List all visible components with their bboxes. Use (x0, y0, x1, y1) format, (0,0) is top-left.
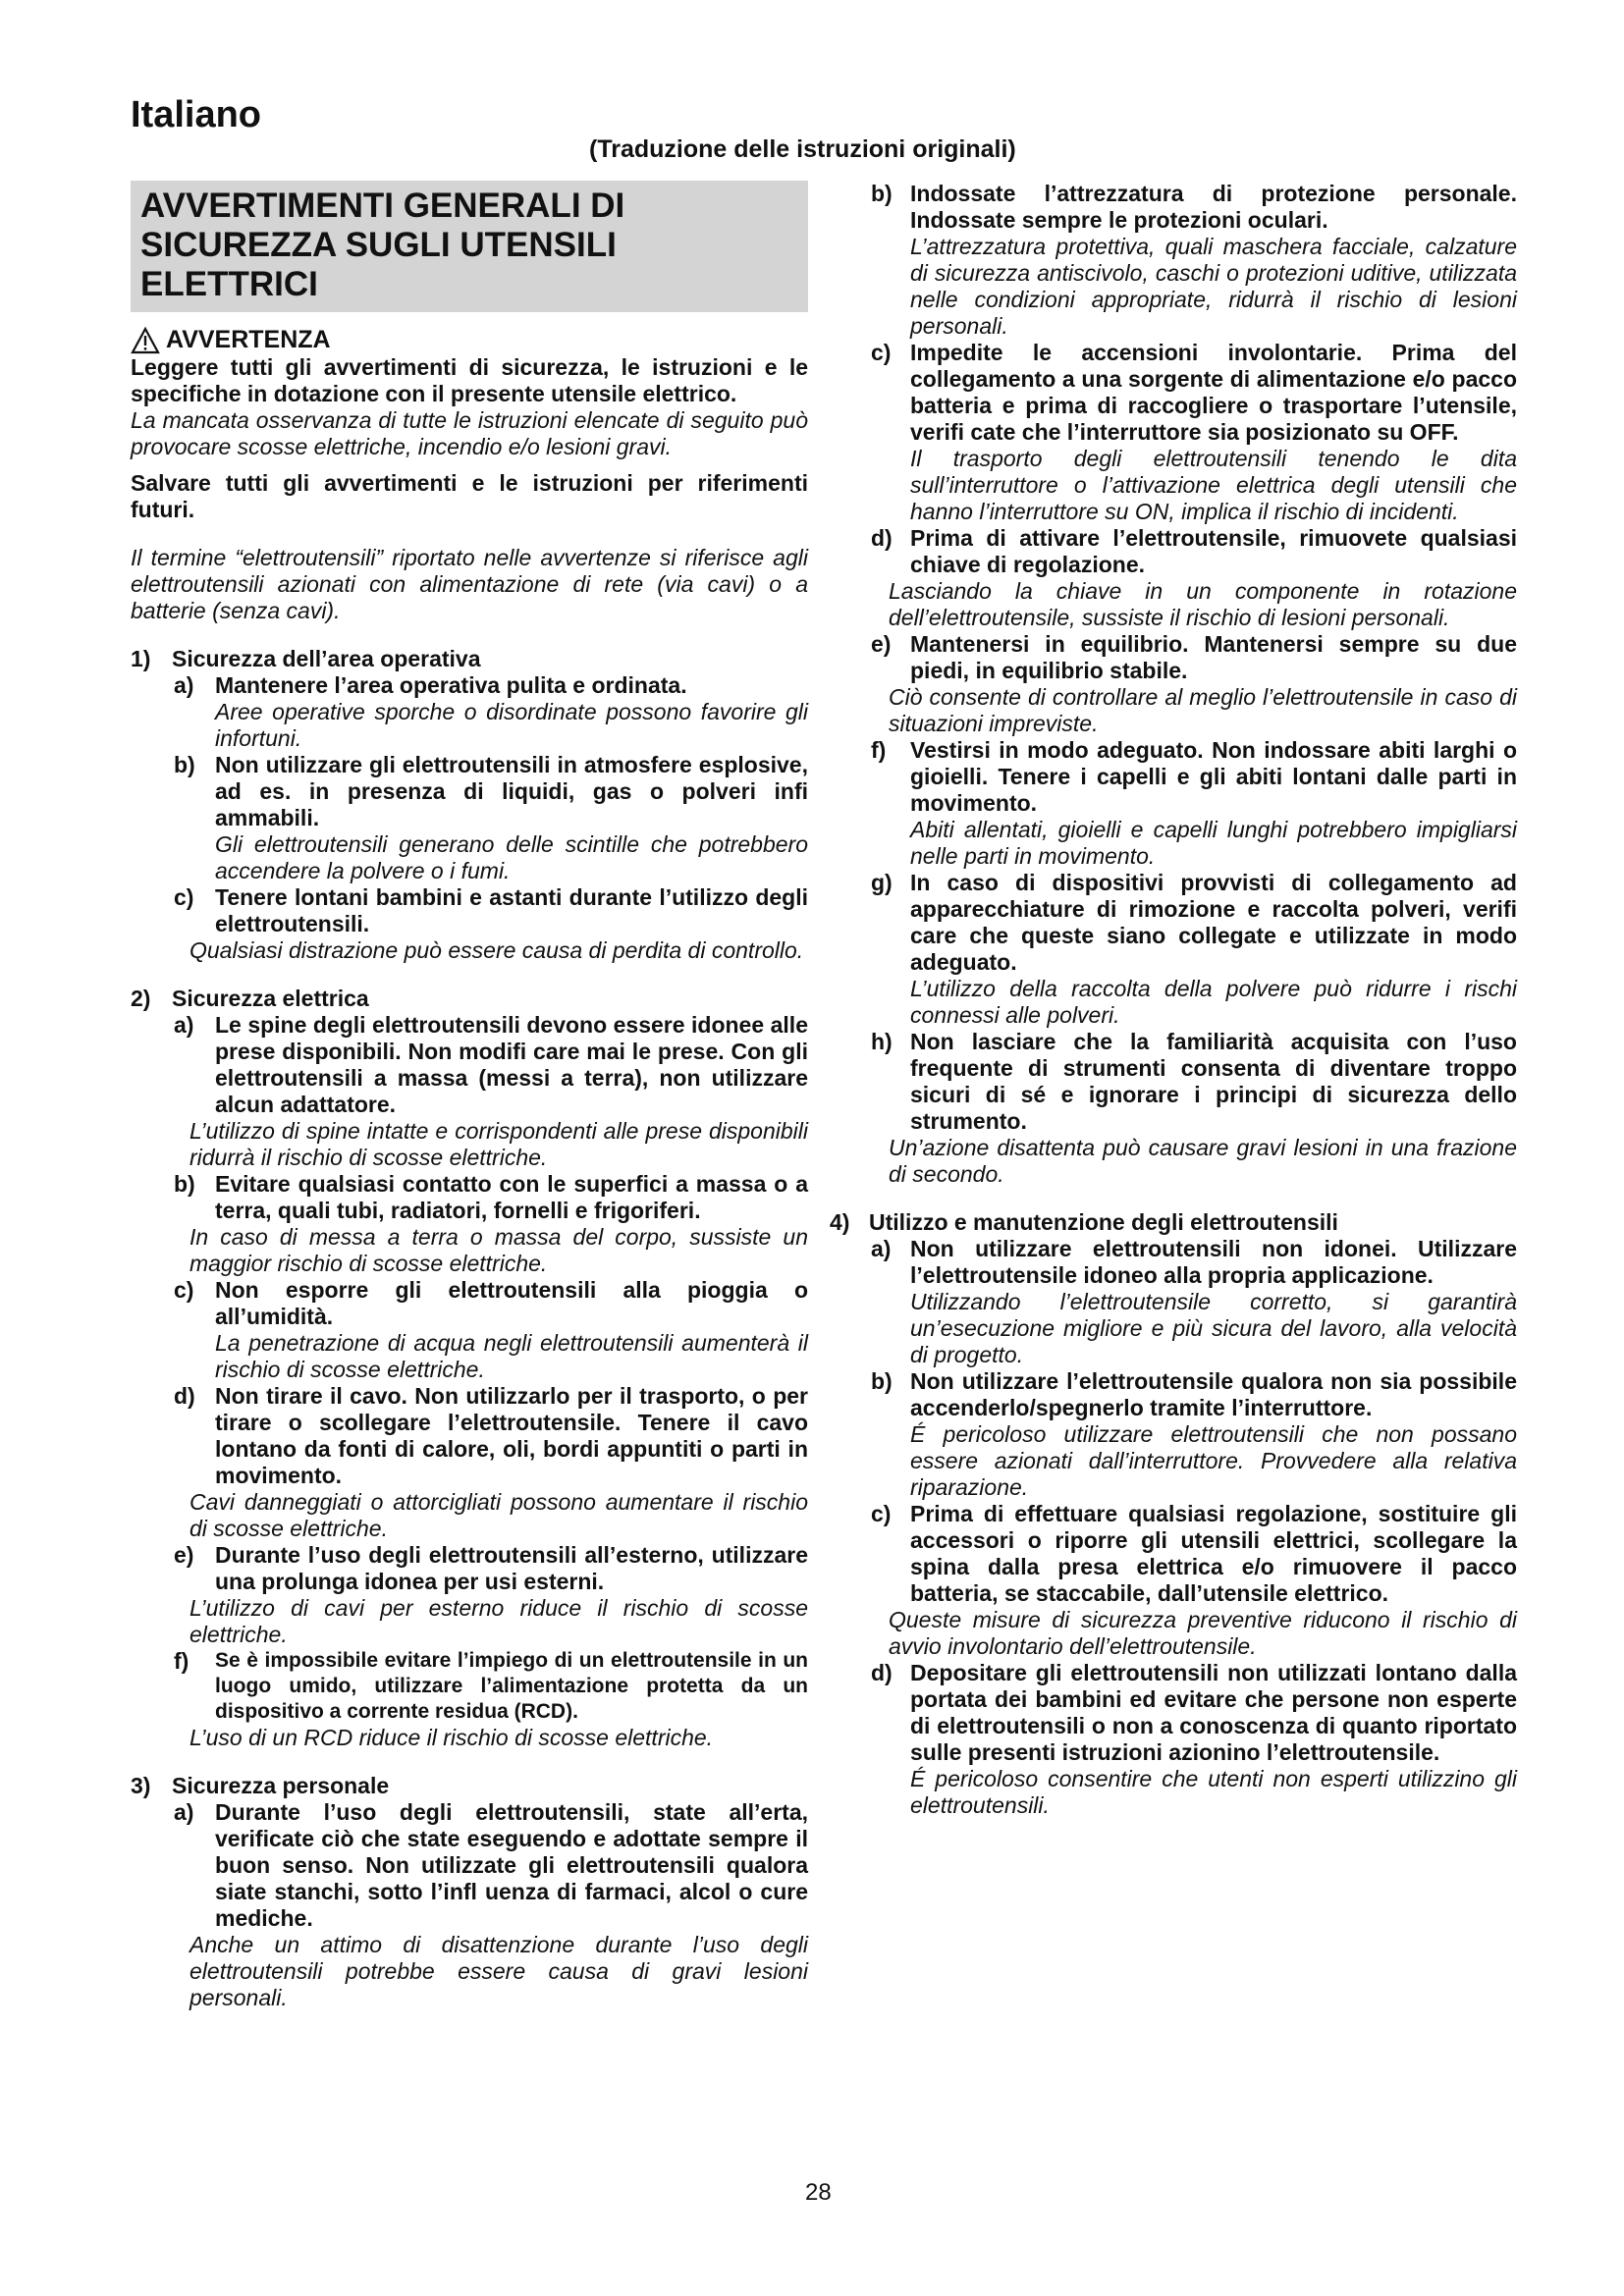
item-italic: Un’azione disattenta può causare gravi lesioni in una frazione di secondo. (889, 1135, 1517, 1187)
item-letter: c) (871, 1501, 892, 1526)
section-title: Sicurezza dell’area operativa (172, 646, 481, 671)
item-letter: g) (871, 870, 893, 895)
item-italic: Abiti allentati, gioielli e capelli lunghi potrebbero impigliarsi nelle parti in movimento. (910, 817, 1517, 869)
item-italic: Lasciando la chiave in un componente in rotazione dell’elettroutensile, sussiste il rischio di lesioni personali. (889, 578, 1517, 630)
section-3 (131, 1773, 808, 2011)
item-letter: c) (174, 1277, 194, 1303)
item-letter: b) (871, 181, 893, 206)
item-bold: Durante l’uso degli elettroutensili, state all’erta, verificate ciò che state eseguendo e adottate sempre il buon senso. Non utilizzate gli elettroutensili qualora siate stanchi, sotto l’infl uenza di farmaci, alcol o cure mediche. (215, 1799, 808, 1931)
item-italic: Utilizzando l’elettroutensile corretto, si garantirà un’esecuzione migliore e più sicura del lavoro, alla velocità di progetto. (910, 1289, 1517, 1367)
section-2 (131, 986, 808, 1751)
section-number: 4) (830, 1209, 850, 1235)
right-column (830, 181, 1517, 1819)
item-italic: Il trasporto degli elettroutensili tenendo le dita sull’interruttore o l’attivazione elettrica degli utensili che hanno l’interruttore su ON, implica il rischio di incidenti. (910, 446, 1517, 524)
section-number: 1) (131, 646, 151, 671)
item-bold: Mantenersi in equilibrio. Mantenersi sempre su due piedi, in equilibrio stabile. (910, 631, 1517, 683)
item-bold: Prima di attivare l’elettroutensile, rimuovete qualsiasi chiave di regolazione. (910, 525, 1517, 577)
item-letter: f) (871, 737, 887, 763)
item-bold: Non utilizzare elettroutensili non idonei. Utilizzare l’elettroutensile idoneo alla propria applicazione. (910, 1236, 1517, 1288)
item-letter: a) (871, 1236, 892, 1261)
item-italic: L’utilizzo della raccolta della polvere può ridurre i rischi connessi alle polveri. (910, 976, 1517, 1028)
item-bold: Depositare gli elettroutensili non utilizzati lontano dalla portata dei bambini ed evitare che persone non esperte di elettroutensili o non a conoscenza di quanto riportato sulle presenti istruzioni azionino l’elettroutensile. (910, 1660, 1517, 1765)
item-letter: b) (174, 752, 195, 777)
item-bold: Evitare qualsiasi contatto con le superfici a massa o a terra, quali tubi, radiatori, fornelli e frigoriferi. (215, 1171, 808, 1223)
item-italic: L’utilizzo di spine intatte e corrispondenti alle prese disponibili ridurrà il rischio di scosse elettriche. (189, 1118, 808, 1170)
item-bold: In caso di dispositivi provvisti di collegamento ad apparecchiature di rimozione e raccolta polveri, verifi care che queste siano collegate e utilizzate in modo adeguato. (910, 870, 1517, 975)
warning-term: Il termine “elettroutensili” riportato nelle avvertenze si riferisce agli elettroutensili azionati con alimentazione di rete (via cavi) o a batterie (senza cavi). (131, 545, 808, 623)
warning-bold: Leggere tutti gli avvertimenti di sicurezza, le istruzioni e le specifiche in dotazione con il presente utensile elettrico. (131, 354, 808, 406)
item-bold: Mantenere l’area operativa pulita e ordinata. (215, 672, 687, 698)
item-bold: Se è impossibile evitare l’impiego di un elettroutensile in un luogo umido, utilizzare l’alimentazione protetta da un dispositivo a corrente residua (RCD). (215, 1649, 808, 1723)
item-bold: Tenere lontani bambini e astanti durante l’utilizzo degli elettroutensili. (215, 884, 808, 936)
item-italic: Gli elettroutensili generano delle scintille che potrebbero accendere la polvere o i fumi. (215, 831, 808, 883)
item-bold: Non utilizzare l’elettroutensile qualora non sia possibile accenderlo/spegnerlo tramite l’interruttore. (910, 1368, 1517, 1420)
page-number: 28 (805, 2179, 832, 2206)
item-bold: Prima di effettuare qualsiasi regolazione, sostituire gli accessori o riporre gli utensili elettrici, scollegare la spina dalla presa elettrica e/o rimuovere il pacco batteria, se staccabile, dall’utensile elettrico. (910, 1501, 1517, 1606)
item-italic: Queste misure di sicurezza preventive riducono il rischio di avvio involontario dell’elettroutensile. (889, 1607, 1517, 1659)
left-column (131, 181, 808, 2011)
item-bold: Vestirsi in modo adeguato. Non indossare abiti larghi o gioielli. Tenere i capelli e gli abiti lontani dalle parti in movimento. (910, 737, 1517, 816)
item-italic: La penetrazione di acqua negli elettroutensili aumenterà il rischio di scosse elettriche. (215, 1330, 808, 1382)
item-letter: f) (174, 1648, 189, 1674)
item-letter: d) (174, 1383, 195, 1409)
item-letter: b) (871, 1368, 893, 1394)
item-italic: L’utilizzo di cavi per esterno riduce il rischio di scosse elettriche. (189, 1595, 808, 1647)
item-letter: e) (871, 631, 892, 657)
item-bold: Indossate l’attrezzatura di protezione personale. Indossate sempre le protezioni oculari. (910, 181, 1517, 233)
section-number: 3) (131, 1773, 151, 1798)
item-bold: Durante l’uso degli elettroutensili all’esterno, utilizzare una prolunga idonea per usi esterni. (215, 1542, 808, 1594)
item-letter: a) (174, 1799, 194, 1825)
language-heading: Italiano (131, 94, 262, 135)
item-italic: É pericoloso utilizzare elettroutensili che non possano essere azionati dall’interruttore. Provvedere alla relativa riparazione. (910, 1421, 1517, 1500)
item-letter: a) (174, 1012, 194, 1038)
section-4 (830, 1209, 1517, 1819)
item-italic: Ciò consente di controllare al meglio l’elettroutensile in caso di situazioni impreviste. (889, 684, 1517, 736)
item-bold: Non lasciare che la familiarità acquisita con l’uso frequente di strumenti consenta di diventare troppo sicuri di sé e ignorare i principi di sicurezza dello strumento. (910, 1029, 1517, 1134)
item-italic: L’attrezzatura protettiva, quali maschera facciale, calzature di sicurezza antiscivolo, caschi o protezioni uditive, utilizzata nelle condizioni appropriate, ridurrà il rischio di lesioni personali. (910, 234, 1517, 339)
item-letter: h) (871, 1029, 893, 1054)
warning-italic: La mancata osservanza di tutte le istruzioni elencate di seguito può provocare scosse elettriche, incendio e/o lesioni gravi. (131, 407, 808, 459)
page-title: AVVERTIMENTI GENERALI DI SICUREZZA SUGLI UTENSILI ELETTRICI (131, 181, 808, 312)
warning-icon (131, 327, 160, 354)
item-letter: c) (174, 884, 194, 910)
section-number: 2) (131, 986, 151, 1011)
item-italic: Qualsiasi distrazione può essere causa di perdita di controllo. (189, 937, 804, 963)
translation-note: (Traduzione delle istruzioni originali) (589, 135, 1016, 163)
item-italic: L’uso di un RCD riduce il rischio di scosse elettriche. (189, 1725, 714, 1750)
item-letter: a) (174, 672, 194, 698)
section-title: Utilizzo e manutenzione degli elettroutensili (869, 1209, 1338, 1235)
item-italic: É pericoloso consentire che utenti non esperti utilizzino gli elettroutensili. (910, 1766, 1517, 1818)
section-title: Sicurezza personale (172, 1773, 390, 1798)
item-italic: Anche un attimo di disattenzione durante l’uso degli elettroutensili potrebbe essere causa di gravi lesioni personali. (189, 1932, 808, 2010)
item-bold: Non utilizzare gli elettroutensili in atmosfere esplosive, ad es. in presenza di liquidi, gas o polveri infi ammabili. (215, 752, 808, 830)
item-bold: Le spine degli elettroutensili devono essere idonee alle prese disponibili. Non modifi care mai le prese. Con gli elettroutensili a massa (messi a terra), non utilizzare alcun adattatore. (215, 1012, 808, 1117)
item-bold: Impedite le accensioni involontarie. Prima del collegamento a una sorgente di alimentazione e/o pacco batteria e prima di raccogliere o trasportare l’utensile, verifi cate che l’interruttore sia posizionato su OFF. (910, 340, 1517, 445)
section-title: Sicurezza elettrica (172, 986, 369, 1011)
item-letter: e) (174, 1542, 194, 1568)
item-letter: d) (871, 525, 893, 551)
item-italic: Aree operative sporche o disordinate possono favorire gli infortuni. (215, 699, 808, 751)
item-italic: Cavi danneggiati o attorcigliati possono aumentare il rischio di scosse elettriche. (189, 1489, 808, 1541)
item-italic: In caso di messa a terra o massa del corpo, sussiste un maggior rischio di scosse elettriche. (189, 1224, 808, 1276)
warning-heading (131, 326, 808, 354)
section-1 (131, 646, 808, 964)
warning-save: Salvare tutti gli avvertimenti e le istruzioni per riferimenti futuri. (131, 470, 808, 522)
item-bold: Non tirare il cavo. Non utilizzarlo per il trasporto, o per tirare o scollegare l’elettroutensile. Tenere il cavo lontano da fonti di calore, oli, bordi appuntiti o parti in movimento. (215, 1383, 808, 1488)
item-letter: b) (174, 1171, 195, 1197)
warning-label: AVVERTENZA (166, 326, 331, 353)
item-bold: Non esporre gli elettroutensili alla pioggia o all’umidità. (215, 1277, 808, 1329)
item-letter: c) (871, 340, 892, 365)
item-letter: d) (871, 1660, 893, 1685)
